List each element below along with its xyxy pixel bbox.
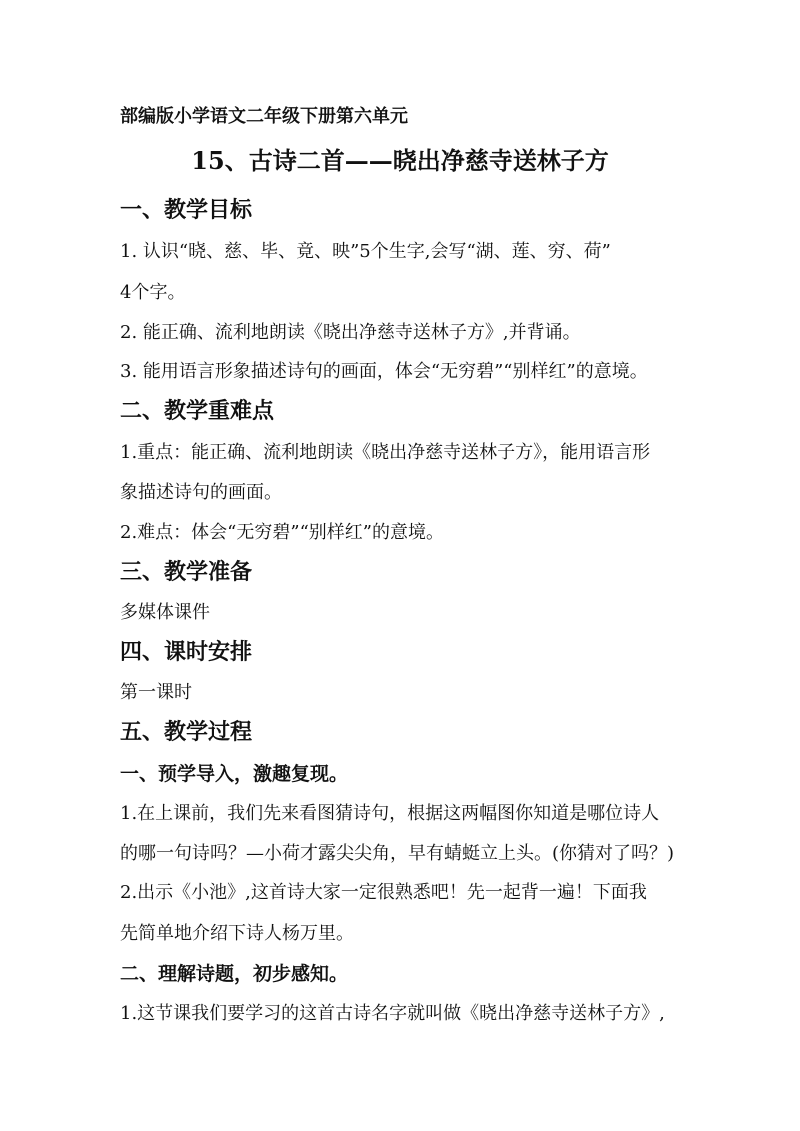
section-schedule-heading: 四、课时安排	[120, 639, 253, 665]
section-process-heading: 五、教学过程	[120, 719, 253, 745]
process-step1-line-3: 2.出示《小池》,这首诗大家一定很熟悉吧！先一起背一遍！下面我	[120, 882, 647, 903]
section-keypoints-heading: 二、教学重难点	[120, 398, 275, 424]
unit-line: 部编版小学语文二年级下册第六单元	[120, 106, 408, 127]
keypoint-item-1-cont: 象描述诗句的画面。	[120, 482, 282, 503]
section-preparation-heading: 三、教学准备	[120, 559, 253, 585]
process-step1-line-1: 1.在上课前，我们先来看图猜诗句，根据这两幅图你知道是哪位诗人	[120, 803, 660, 824]
process-step1-line-4: 先简单地介绍下诗人杨万里。	[120, 923, 354, 944]
process-step1-heading: 一、预学导入，激趣复现。	[120, 763, 349, 785]
keypoint-item-2: 2.难点：体会“无穷碧”“别样红”的意境。	[120, 522, 444, 543]
schedule-text: 第一课时	[120, 682, 192, 703]
keypoint-item-1: 1.重点：能正确、流利地朗读《晓出净慈寺送林子方》，能用语言形	[120, 442, 651, 463]
goal-item-1-cont: 4个字。	[120, 282, 186, 303]
goal-item-3: 3. 能用语言形象描述诗句的画面，体会“无穷碧”“别样红”的意境。	[120, 361, 648, 382]
process-step2-heading: 二、理解诗题，初步感知。	[120, 963, 349, 985]
goal-item-1: 1. 认识“晓、慈、毕、竟、映”5个生字,会写“湖、莲、穷、荷”	[120, 241, 611, 262]
process-step1-line-2: 的哪一句诗吗？—小荷才露尖尖角，早有蜻蜓立上头。(你猜对了吗？)	[120, 843, 675, 864]
section-goals-heading: 一、教学目标	[120, 197, 253, 223]
process-step2-line-1: 1.这节课我们要学习的这首古诗名字就叫做《晓出净慈寺送林子方》,	[120, 1003, 665, 1024]
goal-item-2: 2. 能正确、流利地朗读《晓出净慈寺送林子方》,并背诵。	[120, 322, 581, 343]
preparation-text: 多媒体课件	[120, 602, 210, 623]
document-title: 15、古诗二首——晓出净慈寺送林子方	[191, 146, 609, 175]
